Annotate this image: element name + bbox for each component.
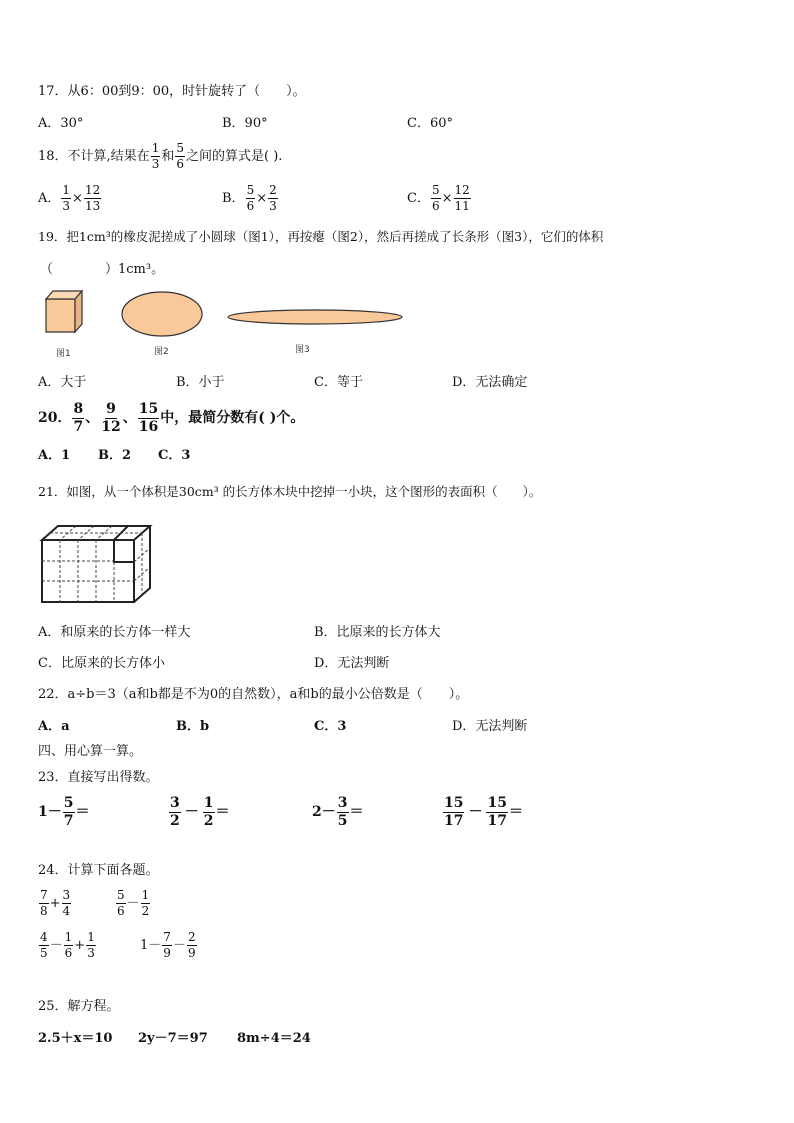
q24-expression-4: 1 － $\frac{7}{9}$ － $\frac{2}{9}$ bbox=[140, 930, 196, 960]
flattened-disk-figure bbox=[122, 292, 202, 336]
fraction: $\frac{12}{13}$ bbox=[84, 183, 101, 213]
fraction: $\frac{12}{11}$ bbox=[454, 183, 470, 213]
q17-option-c: C．60° bbox=[407, 116, 453, 131]
q22-option-b: B．b bbox=[176, 719, 210, 734]
section-heading: 四、用心算一算。 bbox=[38, 744, 143, 759]
fraction: $\frac{1}{3}$ bbox=[87, 930, 95, 960]
q23-stem: 23．直接写出得数。 bbox=[38, 770, 159, 785]
fraction: $\frac{5}{6}$ bbox=[431, 183, 440, 213]
long-strip-figure bbox=[228, 310, 402, 324]
fraction: $\frac{5}{6}$ bbox=[246, 183, 255, 213]
fraction: $\frac{15}{16}$ bbox=[138, 401, 159, 435]
q23-expression-1: 1 － $\frac{5}{7}$ ＝ bbox=[38, 795, 90, 829]
q20-option-c: C．3 bbox=[158, 448, 191, 463]
q18-option-b: B． $\frac{5}{6}$ × $\frac{2}{3}$ bbox=[222, 183, 277, 213]
fraction: $\frac{1}{3}$ bbox=[62, 183, 71, 213]
q19-option-b: B．小于 bbox=[176, 375, 225, 390]
fraction: $\frac{5}{6}$ bbox=[117, 888, 125, 918]
q18-number: 18． bbox=[38, 148, 68, 164]
q23-expression-3: 2 － $\frac{3}{5}$ ＝ bbox=[312, 795, 364, 829]
fraction: $\frac{1}{2}$ bbox=[203, 795, 214, 829]
cube-figure bbox=[46, 291, 82, 332]
q22-option-c: C．3 bbox=[314, 719, 347, 734]
fig3-label: 图3 bbox=[295, 345, 310, 355]
q22-option-d: D．无法判断 bbox=[452, 719, 528, 734]
q21-cuboid-figure bbox=[36, 518, 156, 606]
q22-stem: 22．a÷b＝3（a和b都是不为0的自然数），a和b的最小公倍数是（ ）。 bbox=[38, 687, 469, 702]
q18-stem bbox=[38, 142, 282, 170]
fraction: $\frac{5}{7}$ bbox=[63, 795, 74, 829]
q23-expression-2: $\frac{3}{2}$ － $\frac{1}{2}$ ＝ bbox=[170, 795, 230, 829]
q17-option-b: B．90° bbox=[222, 116, 268, 131]
fraction: $\frac{2}{3}$ bbox=[269, 183, 277, 213]
q18-option-c: C． $\frac{5}{6}$ × $\frac{12}{11}$ bbox=[407, 183, 470, 213]
fraction: $\frac{3}{5}$ bbox=[337, 795, 348, 829]
q25-equation-1: 2.5＋x＝10 bbox=[38, 1031, 113, 1046]
fraction: $\frac{1}{3}$ bbox=[151, 141, 160, 171]
fraction: $\frac{9}{12}$ bbox=[101, 401, 121, 435]
q21-option-a: A．和原来的长方体一样大 bbox=[38, 625, 191, 640]
q20-option-b: B．2 bbox=[98, 448, 132, 463]
q18-mid: 和 bbox=[161, 148, 175, 164]
q25-equation-2: 2y－7＝97 bbox=[138, 1031, 208, 1046]
q18-post: 之间的算式是( ). bbox=[185, 148, 283, 164]
q21-option-d: D．无法判断 bbox=[314, 656, 390, 671]
q19-stem-line1: 19．把1cm³的橡皮泥搓成了小圆球（图1），再按瘪（图2），然后再搓成了长条形（图3），它们的体积 bbox=[38, 229, 604, 244]
fraction: $\frac{15}{17}$ bbox=[487, 795, 507, 829]
q20-option-a: A．1 bbox=[38, 448, 71, 463]
fraction: $\frac{4}{5}$ bbox=[40, 930, 48, 960]
fraction: $\frac{2}{9}$ bbox=[187, 930, 196, 960]
fraction: $\frac{3}{2}$ bbox=[170, 795, 180, 829]
q24-expression-2: $\frac{5}{6}$ － $\frac{1}{2}$ bbox=[117, 888, 150, 918]
q17-stem: 17．从6：00到9：00，时针旋转了（ ）。 bbox=[38, 84, 306, 99]
fraction: $\frac{15}{17}$ bbox=[444, 795, 464, 829]
fraction: $\frac{1}{2}$ bbox=[141, 888, 150, 918]
q19-stem-line2: （ ）1cm³。 bbox=[40, 262, 165, 277]
q24-expression-3: $\frac{4}{5}$ － $\frac{1}{6}$ + $\frac{1}{3}$ bbox=[40, 930, 95, 960]
fraction: $\frac{1}{6}$ bbox=[64, 930, 73, 960]
q22-option-a: A．a bbox=[38, 719, 70, 734]
q20-stem: 20． $\frac{8}{7}$ 、 $\frac{9}{12}$ 、 $\frac{15}{16}$ 中，最简分数有( )个。 bbox=[38, 401, 305, 435]
q21-option-b: B．比原来的长方体大 bbox=[314, 625, 441, 640]
q21-option-c: C．比原来的长方体小 bbox=[38, 656, 165, 671]
q24-stem: 24．计算下面各题。 bbox=[38, 863, 159, 878]
q23-expression-4: $\frac{15}{17}$ － $\frac{15}{17}$ ＝ bbox=[444, 795, 523, 829]
q21-stem: 21．如图，从一个体积是30cm³ 的长方体木块中挖掉一小块，这个图形的表面积（ ）。 bbox=[38, 484, 542, 499]
q18-option-a: A． $\frac{1}{3}$ × $\frac{12}{13}$ bbox=[38, 183, 101, 213]
fraction: $\frac{7}{8}$ bbox=[40, 888, 48, 918]
q18-pre: 不计算,结果在 bbox=[67, 148, 150, 164]
q25-stem: 25．解方程。 bbox=[38, 999, 120, 1014]
q25-equation-3: 8m÷4＝24 bbox=[237, 1031, 311, 1046]
q24-expression-1: $\frac{7}{8}$ + $\frac{3}{4}$ bbox=[40, 888, 71, 918]
q19-option-a: A．大于 bbox=[38, 375, 87, 390]
fraction: $\frac{8}{7}$ bbox=[73, 401, 84, 435]
fraction: $\frac{5}{6}$ bbox=[176, 141, 184, 171]
fraction: $\frac{7}{9}$ bbox=[163, 930, 171, 960]
q17-option-a: A．30° bbox=[38, 116, 84, 131]
q19-option-c: C．等于 bbox=[314, 375, 363, 390]
fig1-label: 图1 bbox=[56, 349, 71, 359]
q19-figures bbox=[38, 285, 418, 360]
fig2-label: 图2 bbox=[154, 347, 169, 357]
fraction: $\frac{3}{4}$ bbox=[62, 888, 71, 918]
q19-option-d: D．无法确定 bbox=[452, 375, 528, 390]
